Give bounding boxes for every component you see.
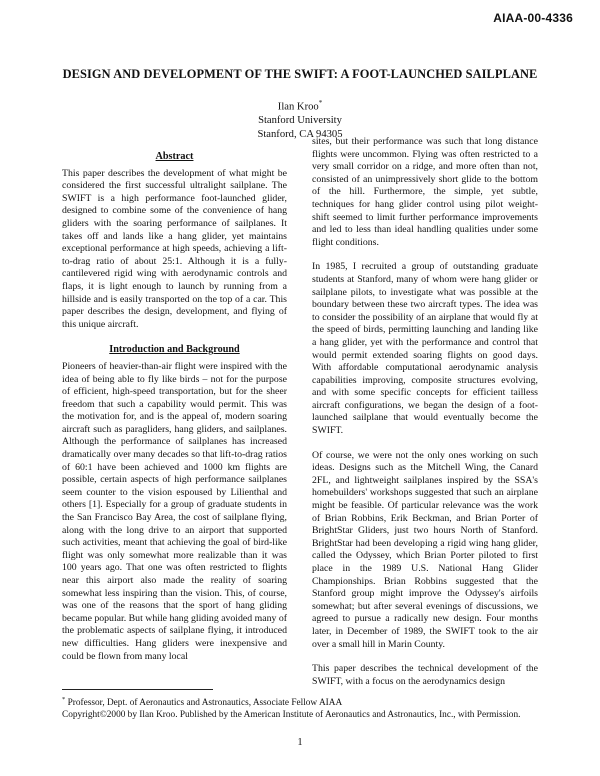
page-number: 1 bbox=[297, 737, 303, 748]
introduction-heading: Introduction and Background bbox=[109, 344, 240, 356]
author-footnote-marker: * bbox=[318, 99, 323, 107]
intro-paragraph-4: This paper describes the technical development of the SWIFT, with a focus on the aerodynamics design bbox=[312, 663, 538, 687]
intro-paragraph-3: Of course, we were not the only ones working on such ideas. Designs such as the Mitchell Wing, the Canard 2FL, and lightweight sailplanes inspired by the SSA's homebuilders' workshops suggested that such an airplane might be feasible. Of particular relevance was the work of Brian Robbins, Erik Beckman, and Brian Porter of BrightStar Gliders, just two hours North of Stanford. BrightStar had been developing a rigid wing hang glider, called the Odyssey, which Brian Porter piloted to first place in the 1989 U.S. National Hang Glider Championships. Brian Robbins suggested that the Stanford group might improve the Odyssey's airfoils somewhat; but after several evenings of discussions, we agreed to pursue a radically new design. Four months later, in December of 1989, the SWIFT took to the air over a small hill in Marin County. bbox=[312, 449, 538, 650]
intro-paragraph-1: Pioneers of heavier-than-air flight were inspired with the idea of being able to fly like birds – not for the purpose of efficient, high-speed transportation, but for the sheer freedom that such a capability would permit. This was the motivation for, and is the appeal of, modern soaring aircraft such as paragliders, hang gliders, and sailplanes. Although the performance of sailplanes has increased dramatically over many decades so that lift-to-drag ratios of 60:1 have been achieved and 1000 km flights are possible, certain aspects of high performance sailplanes seem counter to the vision espoused by Lilienthal and others [1]. Especially for a group of graduate students in the San Francisco Bay Area, the cost of sailplane flying, along with the long drive to an airport that supported such activities, meant that achieving the goal of bird-like flight was only somewhat more realizable than it was 100 years ago. That one was often restricted to flights near this airport also made the reality of soaring somewhat less inspiring than the vision. This, of course, was one of the reasons that the sport of hang gliding became popular. But while hang gliding avoided many of the problematic aspects of sailplane flying, it introduced new difficulties. Hang gliders were inexpensive and could be flown from many local bbox=[62, 360, 288, 662]
intro-paragraph-1-continued: sites, but their performance was such that long distance flights were uncommon. Flying was often restricted to a very small corridor on a ridge, and more often than not, consisted of an unimpressively short glide to the bottom of the hill. Furthermore, the simple, yet subtle, techniques for hang glider control using pilot weight-shift seemed to limit further performance improvements and led to less than ideal handling qualities under some flight conditions. bbox=[312, 136, 538, 248]
paper-title: DESIGN AND DEVELOPMENT OF THE SWIFT: A FOOT-LAUNCHED SAILPLANE bbox=[62, 67, 538, 81]
paper-id: AIAA-00-4336 bbox=[493, 11, 573, 25]
footnote-affiliation-text: Professor, Dept. of Aeronautics and Astronautics, Associate Fellow AIAA bbox=[65, 698, 343, 709]
author-name: Ilan Kroo bbox=[277, 101, 319, 113]
author-line bbox=[0, 97, 600, 114]
intro-paragraph-2: In 1985, I recruited a group of outstanding graduate students at Stanford, many of whom were hang glider or sailplane pilots, to investigate what was possible at the boundary between these two aircraft types. The idea was to consider the possibility of an airplane that would fly at the speed of birds, permitting launching and landing like a hang glider, yet with the performance and control that would permit extended soaring flights on good days. With affordable computational aerodynamic analysis capabilities improving, composite structures evolving, and with some specific concepts for efficient tailless aircraft configurations, we began the design of a foot-launched sailplane that would eventually become the SWIFT. bbox=[312, 261, 538, 437]
footnote-divider bbox=[62, 689, 213, 690]
author-affiliation: Stanford University bbox=[258, 115, 342, 127]
abstract-text: This paper describes the development of what might be considered the first successful ultralight sailplane. The SWIFT is a high performance foot-launched glider, designed to combine some of the convenience of hang gliders with the soaring performance of sailplanes. It takes off and lands like a hang glider, yet maintains exceptional performance at high speeds, achieving a lift-to-drag ratio of about 25:1. Although it is a fully-cantilevered rigid wing with aerodynamic controls and flaps, it is light enough to launch by running from a hillside and is easily transported on the top of a car. This paper describes the design, development, and flying of this unique aircraft. bbox=[62, 167, 287, 330]
footnote bbox=[62, 694, 540, 721]
abstract-heading: Abstract bbox=[155, 151, 194, 162]
footnote-marker: * bbox=[62, 696, 66, 703]
right-column bbox=[312, 136, 538, 688]
footnote-copyright: Copyright©2000 by Ilan Kroo. Published by the American Institute of Aeronautics and Astronautics, Inc., with Permission. bbox=[62, 710, 521, 721]
footnote-affiliation bbox=[62, 694, 540, 709]
author-block bbox=[0, 97, 600, 141]
author-location: Stanford, CA 94305 bbox=[257, 128, 343, 140]
left-column bbox=[62, 151, 287, 663]
